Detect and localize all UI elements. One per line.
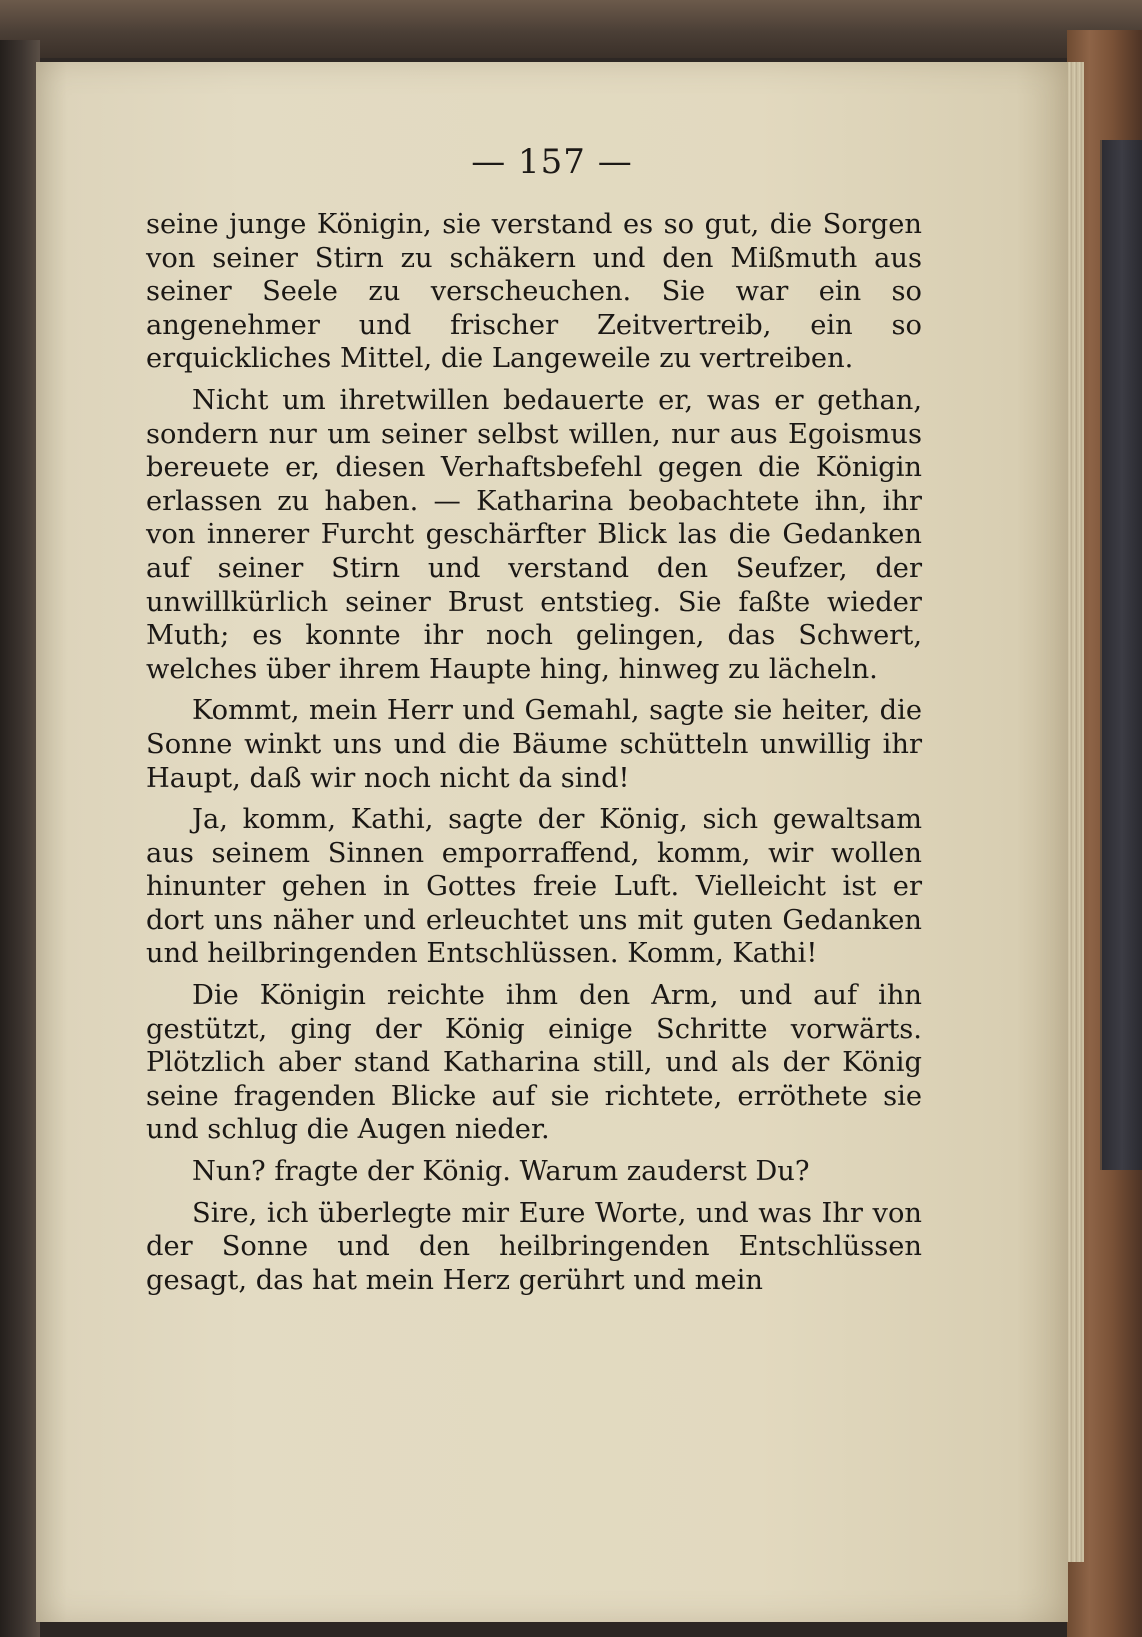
paragraph: Sire, ich überlegte mir Eure Worte, und was Ihr von der Sonne und den heilbringenden Entschlüssen gesagt, das hat mein Herz gerührt und mein	[146, 1197, 922, 1296]
paragraph: Ja, komm, Kathi, sagte der König, sich gewaltsam aus seinem Sinnen emporraffend, komm, wir wollen hinunter gehen in Gottes freie Luft. Vielleicht ist er dort uns näher und erleuchtet uns mit guten Gedanken und heilbringenden Entschlüssen. Komm, Kathi!	[146, 804, 922, 970]
paragraph: Kommt, mein Herr und Gemahl, sagte sie heiter, die Sonne winkt uns und die Bäume schütteln unwillig ihr Haupt, daß wir noch nicht da sind!	[146, 695, 922, 794]
paragraph: Nun? fragte der König. Warum zauderst Du?	[192, 1156, 810, 1188]
page-text	[146, 208, 922, 1297]
page-number: — 157 —	[471, 142, 633, 182]
gutter-shadow	[0, 40, 40, 1637]
book-cover-cloth	[1100, 140, 1142, 1170]
paragraph: seine junge Königin, sie verstand es so gut, die Sorgen von seiner Stirn zu schäkern und den Mißmuth aus seiner Seele zu verscheuchen. Sie war ein so angenehmer und frischer Zeitvertreib, ein so erquickliches Mittel, die Langeweile zu vertreiben.	[146, 209, 922, 375]
book-top-edge	[0, 0, 1142, 58]
book-page	[36, 62, 1068, 1622]
paragraph: Die Königin reichte ihm den Arm, und auf ihn gestützt, ging der König einige Schritte vorwärts. Plötzlich aber stand Katharina still, und als der König seine fragenden Blicke auf sie richtete, erröthete sie und schlug die Augen nieder.	[146, 980, 922, 1146]
paragraph: Nicht um ihretwillen bedauerte er, was er gethan, sondern nur um seiner selbst willen, nur aus Egoismus bereuete er, diesen Verhaftsbefehl gegen die Königin erlassen zu haben. — Katharina beobachtete ihn, ihr von innerer Furcht geschärfter Blick las die Gedanken auf seiner Stirn und verstand den Seufzer, der unwillkürlich seiner Brust entstieg. Sie faßte wieder Muth; es konnte ihr noch gelingen, das Schwert, welches über ihrem Haupte hing, hinweg zu lächeln.	[146, 384, 922, 685]
